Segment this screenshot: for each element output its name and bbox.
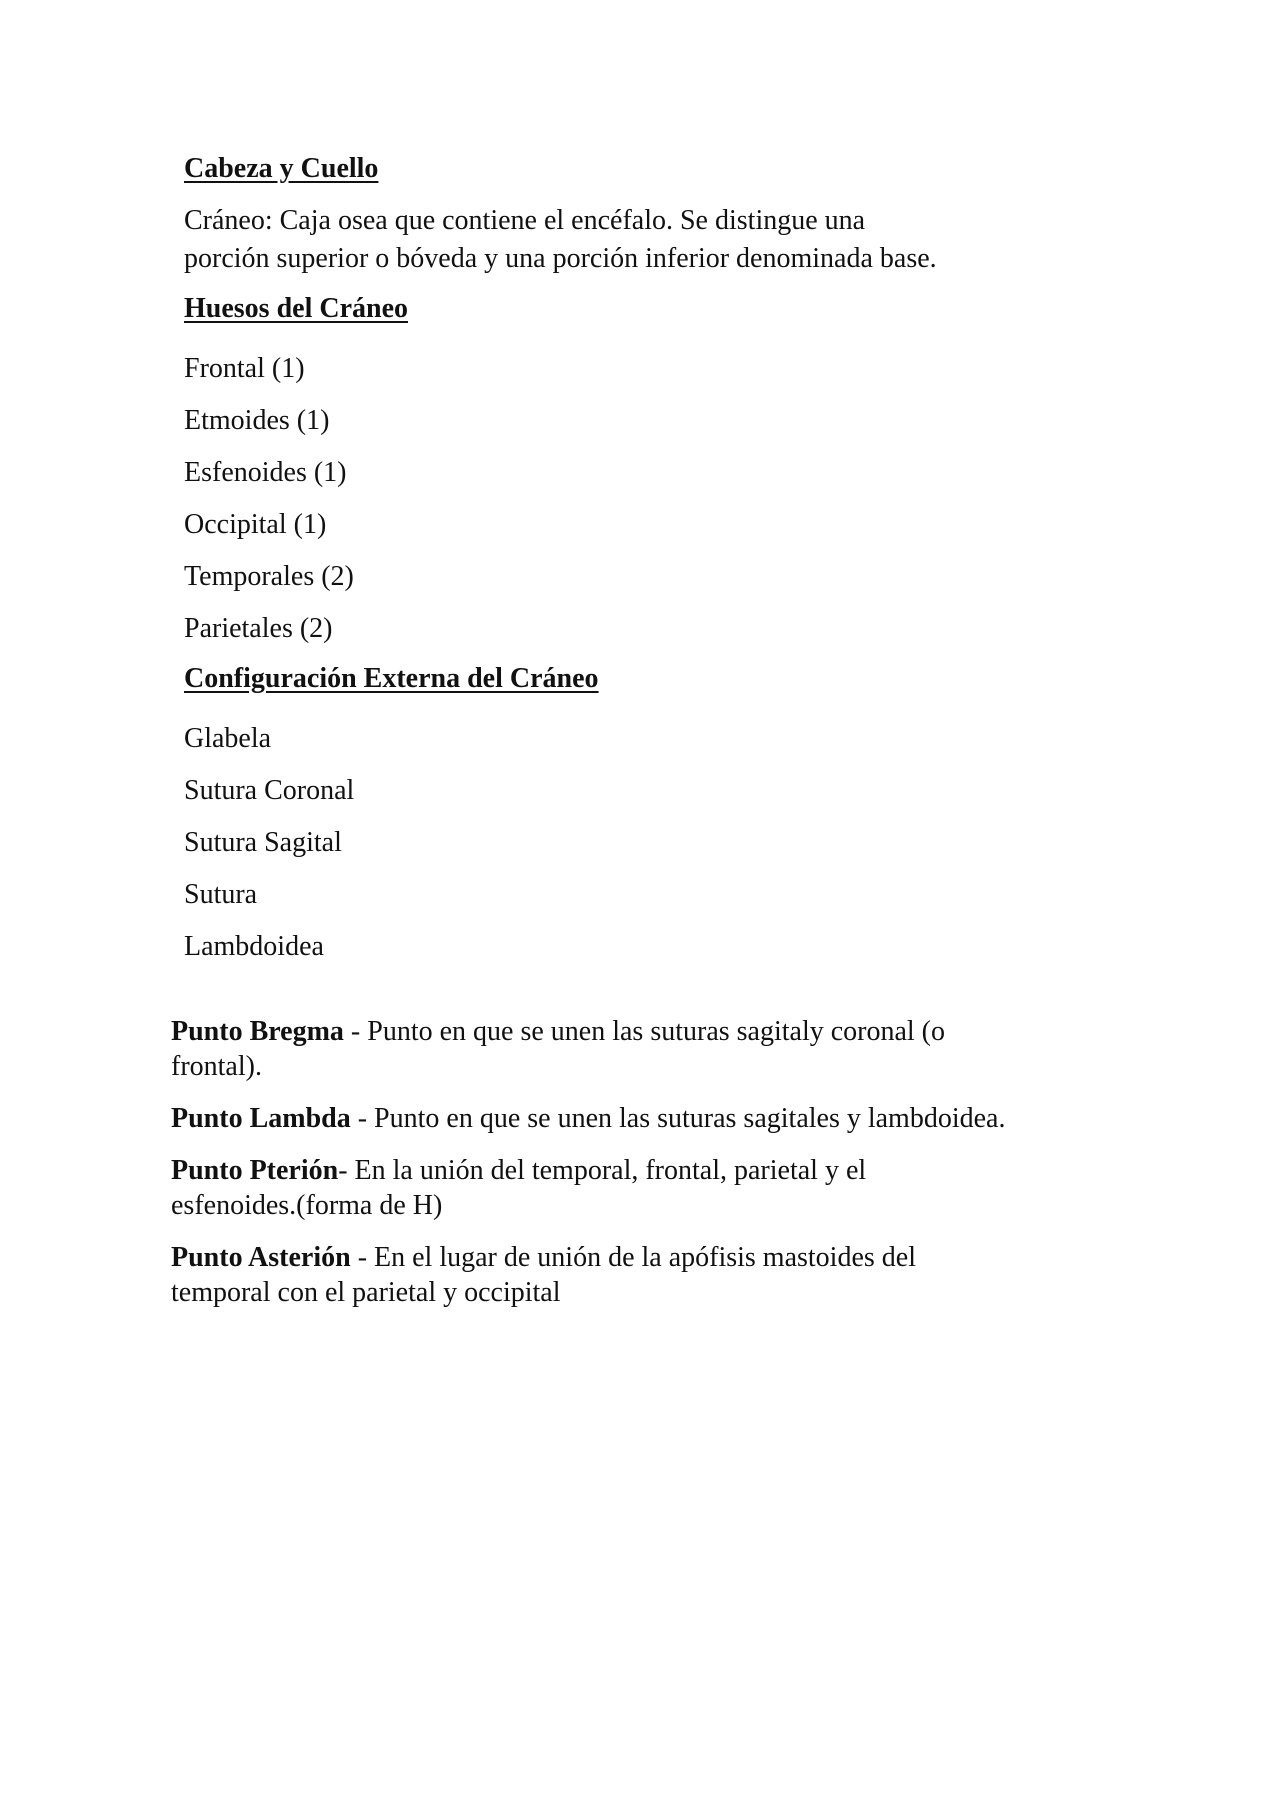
list-item: Sutura Sagital (184, 827, 342, 858)
point-text-line-2: esfenoides.(forma de H) (171, 1190, 443, 1221)
point-name: Punto Lambda (171, 1103, 351, 1134)
list-item: Occipital (1) (184, 509, 327, 540)
intro-line-1: Cráneo: Caja osea que contiene el encéfalo. Se distingue una (184, 205, 866, 236)
intro-line-2: porción superior o bóveda y una porción inferior denominada base. (184, 243, 937, 274)
point-text-line-2: frontal). (171, 1051, 262, 1082)
list-item: Glabela (184, 723, 272, 754)
point-text-line-2: temporal con el parietal y occipital (171, 1277, 561, 1308)
point-separator: - (338, 1155, 355, 1186)
external-list (184, 706, 1084, 966)
point-separator: - (350, 1242, 375, 1273)
point-separator: - (343, 1016, 368, 1047)
point-text-line-1: Punto en que se unen las suturas sagitaly coronal (o (367, 1016, 946, 1047)
bones-heading: Huesos del Cráneo (184, 293, 408, 324)
point-lambda (171, 1101, 1121, 1136)
point-pterion (171, 1153, 1121, 1223)
point-text-line-1: En el lugar de unión de la apófisis mastoides del (374, 1242, 916, 1273)
page-title: Cabeza y Cuello (184, 153, 379, 184)
intro-paragraph (184, 202, 1084, 278)
list-item: Esfenoides (1) (184, 457, 347, 488)
point-bregma (171, 1014, 1121, 1084)
external-heading: Configuración Externa del Cráneo (184, 663, 599, 694)
list-item: Sutura (184, 879, 258, 910)
document-top-section (184, 150, 1084, 966)
point-asterion (171, 1240, 1121, 1310)
point-text-line-1: En la unión del temporal, frontal, parietal y el (354, 1155, 867, 1186)
point-name: Punto Asterión (171, 1242, 351, 1273)
points-section (171, 1014, 1121, 1327)
list-item: Etmoides (1) (184, 405, 330, 436)
point-separator: - (350, 1103, 375, 1134)
point-name: Punto Bregma (171, 1016, 344, 1047)
point-text-line-1: Punto en que se unen las suturas sagitales y lambdoidea. (374, 1103, 1006, 1134)
list-item: Frontal (1) (184, 353, 305, 384)
bones-list (184, 336, 1084, 648)
list-item: Parietales (2) (184, 613, 333, 644)
point-name: Punto Pterión (171, 1155, 339, 1186)
list-item: Sutura Coronal (184, 775, 355, 806)
list-item: Lambdoidea (184, 931, 324, 962)
list-item: Temporales (2) (184, 561, 354, 592)
